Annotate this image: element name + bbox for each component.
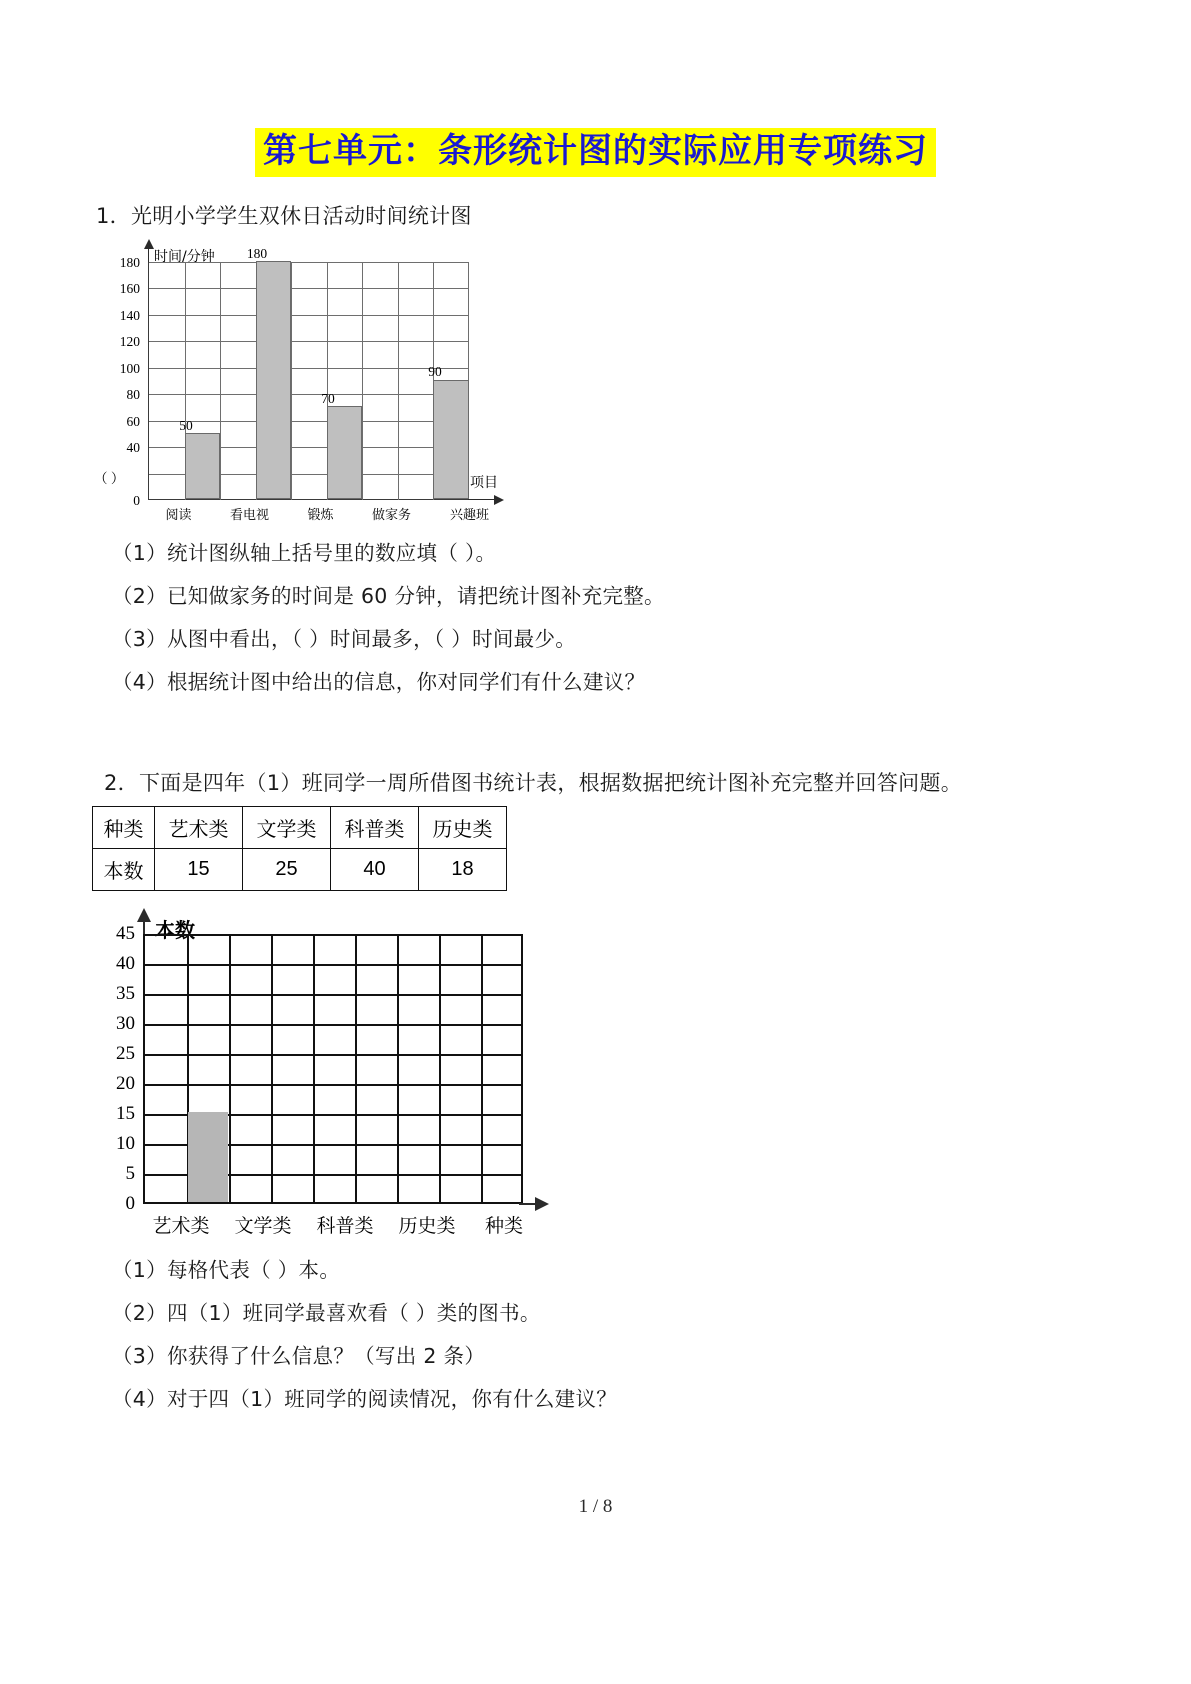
question2-prompt (104, 767, 962, 797)
chart2-x-arrow-icon (535, 1197, 549, 1211)
chart1-value-tv: 180 (246, 246, 268, 261)
chart1-x-axis-label: 项目 (470, 475, 498, 491)
question2-sub-2: （2）四（1）班同学最喜欢看（ ）类的图书。 (112, 1301, 541, 1325)
chart-activity-time (94, 238, 520, 528)
page-title-container (0, 128, 1191, 177)
chart1-cat-exercise: 锻炼 (307, 508, 334, 523)
table-header-kind: 种类 (93, 807, 155, 849)
table-cell-value-2: 40 (331, 849, 419, 891)
chart2-ytick-5: 5 (125, 1163, 135, 1184)
table-header-count: 本数 (93, 849, 155, 891)
table-cell-value-1: 25 (243, 849, 331, 891)
question1-text: 光明小学学生双休日活动时间统计图 (130, 204, 472, 228)
chart1-cat-chores: 做家务 (371, 508, 411, 523)
chart2-ytick-15: 15 (116, 1103, 135, 1124)
chart1-ytick-160: 160 (119, 281, 140, 297)
chart2-x-axis-label: 种类 (484, 1216, 523, 1237)
chart1-y-axis-label: 时间/分钟 (154, 249, 215, 265)
table-row-categories (93, 807, 507, 849)
chart1-bar-reading (185, 433, 221, 499)
chart1-value-exercise: 70 (321, 391, 335, 406)
chart1-ytick-60: 60 (126, 413, 140, 429)
chart2-bar-art (188, 1112, 228, 1202)
table-cell-value-0: 15 (155, 849, 243, 891)
chart2-ytick-20: 20 (116, 1073, 135, 1094)
question2-text: 下面是四年（1）班同学一周所借图书统计表，根据数据把统计图补充完整并回答问题。 (138, 771, 963, 795)
chart1-ytick-100: 100 (119, 360, 140, 376)
chart1-x-arrow-icon (494, 495, 504, 505)
chart2-cat-literature: 文学类 (234, 1216, 292, 1237)
table-cell-category-1: 文学类 (243, 807, 331, 849)
question1-prompt (96, 200, 472, 230)
chart1-ytick-140: 140 (119, 307, 140, 323)
page-number: 1 / 8 (578, 1496, 613, 1517)
chart2-y-arrow-icon (137, 908, 151, 922)
chart2-plot-area (143, 934, 521, 1204)
chart2-ytick-30: 30 (116, 1013, 135, 1034)
chart1-plot-area (148, 262, 468, 500)
chart1-value-reading: 50 (179, 418, 193, 433)
chart2-ytick-0: 0 (125, 1193, 135, 1214)
question2-sub-1: （1）每格代表（ ）本。 (112, 1258, 341, 1282)
question1-sub-4: （4）根据统计图中给出的信息，你对同学们有什么建议？ (112, 670, 646, 694)
question1-number: 1． (96, 204, 131, 228)
chart1-cat-reading: 阅读 (165, 508, 192, 523)
table-cell-value-3: 18 (419, 849, 507, 891)
chart1-ytick-0: 0 (133, 493, 140, 508)
book-count-table (92, 806, 507, 891)
question1-sub-3: （3）从图中看出，（ ）时间最多，（ ）时间最少。 (112, 627, 577, 651)
table-cell-category-3: 历史类 (419, 807, 507, 849)
chart2-ytick-45: 45 (116, 923, 135, 944)
chart1-bar-exercise (327, 406, 363, 499)
chart2-ytick-35: 35 (116, 983, 135, 1004)
page-title: 第七单元：条形统计图的实际应用专项练习 (255, 128, 936, 177)
chart1-x-axis (468, 499, 496, 500)
chart1-ytick-40: 40 (126, 440, 140, 456)
chart1-ytick-180: 180 (119, 255, 140, 270)
chart1-ytick-blank: （ ） (94, 470, 125, 486)
chart2-ytick-40: 40 (116, 953, 135, 974)
chart1-bar-tv (256, 261, 292, 499)
chart2-cat-science: 科普类 (316, 1216, 374, 1237)
chart2-ytick-25: 25 (116, 1043, 135, 1064)
chart2-cat-art: 艺术类 (152, 1216, 210, 1237)
chart2-y-axis-label: 本数 (155, 920, 195, 942)
chart1-cat-hobby: 兴趣班 (449, 508, 489, 523)
chart2-cat-history: 历史类 (398, 1216, 456, 1237)
question2-sub-3: （3）你获得了什么信息？（写出 2 条） (112, 1344, 486, 1368)
question2-number: 2． (104, 771, 139, 795)
table-row-values (93, 849, 507, 891)
chart1-value-hobby: 90 (428, 364, 442, 379)
question2-sub-4: （4）对于四（1）班同学的阅读情况，你有什么建议？ (112, 1387, 618, 1411)
chart-books-borrowed (95, 906, 565, 1236)
chart1-ytick-120: 120 (119, 334, 140, 350)
chart1-bar-hobby (433, 380, 469, 499)
question1-sub-2: （2）已知做家务的时间是 60 分钟，请把统计图补充完整。 (112, 584, 665, 608)
chart1-ytick-80: 80 (126, 387, 140, 403)
chart1-y-arrow-icon (144, 239, 154, 249)
table-cell-category-2: 科普类 (331, 807, 419, 849)
question1-sub-1: （1）统计图纵轴上括号里的数应填（ ）。 (112, 541, 497, 565)
chart1-cat-tv: 看电视 (229, 508, 269, 523)
table-cell-category-0: 艺术类 (155, 807, 243, 849)
chart2-ytick-10: 10 (116, 1133, 135, 1154)
